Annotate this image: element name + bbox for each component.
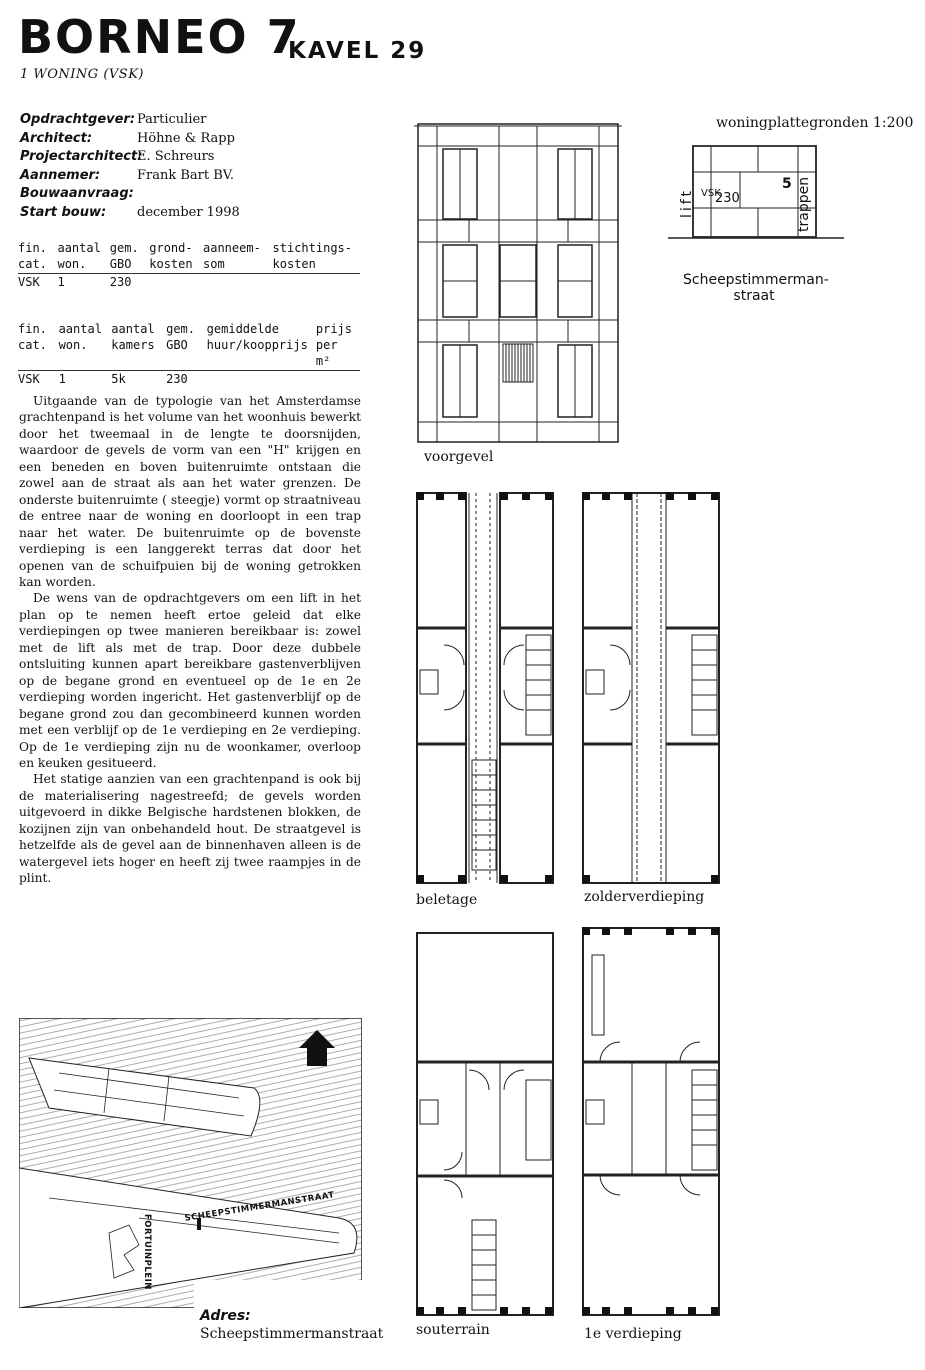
table-header-row [18,240,360,274]
credit-key: Architect: [20,130,93,146]
credit-key: Bouwaanvraag: [20,186,134,201]
keyplan-title: woningplattegronden 1:200 [716,115,914,131]
address-value: Scheepstimmermanstraat [200,1326,384,1342]
table-header-cell: fin. cat. [18,240,57,274]
table-cell [203,274,273,291]
cost-table [18,240,360,290]
map-plein-label: FORTUINPLEIN [142,1214,152,1290]
credit-row [20,205,240,224]
paragraph: Het statige aanzien van een grachtenpand is ook bij de materialisering nagestreefd; de gevels worden uitgevoerd in dikke Belgische hardstenen blokken, de kozijnen zijn van onbehandeld hout. De straatgevel is hetzelfde als de gevel aan de binnenhaven alleen is de watergevel iets hoger en heeft zij twee raampjes in de plint. [19,772,361,886]
plan-zolder-drawing [580,490,724,886]
table-cell [316,371,360,388]
keyplan-number: 5 [782,176,792,192]
table-cell: VSK [18,275,40,289]
caption-eerste-verdieping: 1e verdieping [584,1326,682,1342]
credit-row [20,168,240,187]
credit-row [20,186,240,205]
location-map-drawing [19,1018,362,1308]
table-header-cell: prijs per m² [316,321,360,371]
table-row [18,274,360,291]
keyplan-trappen-label: trappen [796,176,812,232]
table-cell: 230 [166,372,188,386]
caption-beletage: beletage [416,892,478,908]
plan-eerste-verdieping-drawing [580,925,724,1319]
table-header-cell: aantal won. [59,321,112,371]
credit-key: Aannemer: [20,167,101,183]
credit-value: Höhne & Rapp [137,130,235,146]
table-cell [273,274,360,291]
credit-key: Projectarchitect: [20,149,143,164]
table-cell: 230 [109,275,132,289]
table-header-cell: stichtings- kosten [273,240,360,274]
credit-value: E. Schreurs [137,149,215,164]
table-header-cell: gem. GBO [110,240,149,274]
table-header-cell: fin. cat. [18,321,59,371]
table-header-row [18,321,360,371]
page-title: BORNEO 7 [18,10,301,64]
table-header-cell: gemiddelde huur/koopprijs [207,321,316,371]
keyplan-street: Scheepstimmerman- straat [683,272,829,304]
credit-row [20,112,240,131]
table-header-cell: aantal won. [57,240,109,274]
plan-souterrain-drawing [414,930,558,1318]
credit-value: Particulier [137,112,207,127]
credit-key: Opdrachtgever: [20,112,136,127]
keyplan-lift-label: lift [679,188,695,218]
credit-row [20,131,240,150]
table-cell: VSK [18,372,40,386]
table-row [18,371,360,388]
table-header-cell: grond- kosten [149,240,203,274]
page-subtitle: 1 WONING (VSK) [20,67,144,82]
table-header-cell: aantal kamers [111,321,166,371]
credits-list [20,112,240,223]
map-street-label: SCHEEPSTIMMERMANSTRAAT [184,1190,336,1224]
front-elevation-drawing [414,122,622,444]
plan-beletage-drawing [414,490,558,886]
table-cell: 1 [57,275,65,289]
keyplan-vsk: VSK [701,188,721,199]
caption-zolderverdieping: zolderverdieping [584,889,705,905]
table-header-cell: gem. GBO [166,321,207,371]
caption-souterrain: souterrain [416,1322,490,1338]
table-cell: 1 [58,372,66,386]
keyplan-gbo: 230 [715,191,740,206]
table-cell [207,371,316,388]
credit-value: december 1998 [137,204,240,220]
table-cell [149,274,203,291]
paragraph: De wens van de opdrachtgevers om een lift in het plan op te nemen heeft ertoe geleid dat elke verdiepingen op twee manieren bereikbaar is: zowel met de lift als met de trap. Door deze dubbele ontsluiting kunnen apart bereikbare gastenverblijven op de begane grond en eventueel op de 1e en 2e verdieping worden ingericht. Het gastenverblijf op de begane grond zou dan gecombineerd kunnen worden met een verblijf op de 1e verdieping en 2e verdieping. Op de 1e verdieping zijn nu de woonkamer, overloop en keuken gesitueerd. [19,591,361,770]
table-header-cell: aanneem- som [203,240,273,274]
paragraph: Uitgaande van de typologie van het Amsterdamse grachtenpand is het volume van het woonhuis bewerkt door het tweemaal in de lengte te doorsnijden, waardoor de gevels de vorm van een "H" krijgen en een beneden en boven buitenruimte ontstaan die zowel aan de straat als aan het water grenzen. De onderste buitenruimte ( steegje) vormt op straatniveau de entree naar de woning en doorloopt in een trap naar het water. De buitenruimte op de bovenste verdieping is een langgerekt terras dat door het openen van de schuifpuien bij de woning getrokken kan worden. [19,394,361,589]
table-cell: 5k [111,372,126,386]
price-table [18,321,360,387]
caption-voorgevel: voorgevel [424,449,494,465]
credit-value: Frank Bart BV. [137,167,235,183]
address-label: Adres: [200,1308,251,1324]
credit-key: Start bouw: [20,204,107,220]
kavel-number: KAVEL 29 [288,38,427,64]
credit-row [20,149,240,168]
description-text [19,393,361,887]
